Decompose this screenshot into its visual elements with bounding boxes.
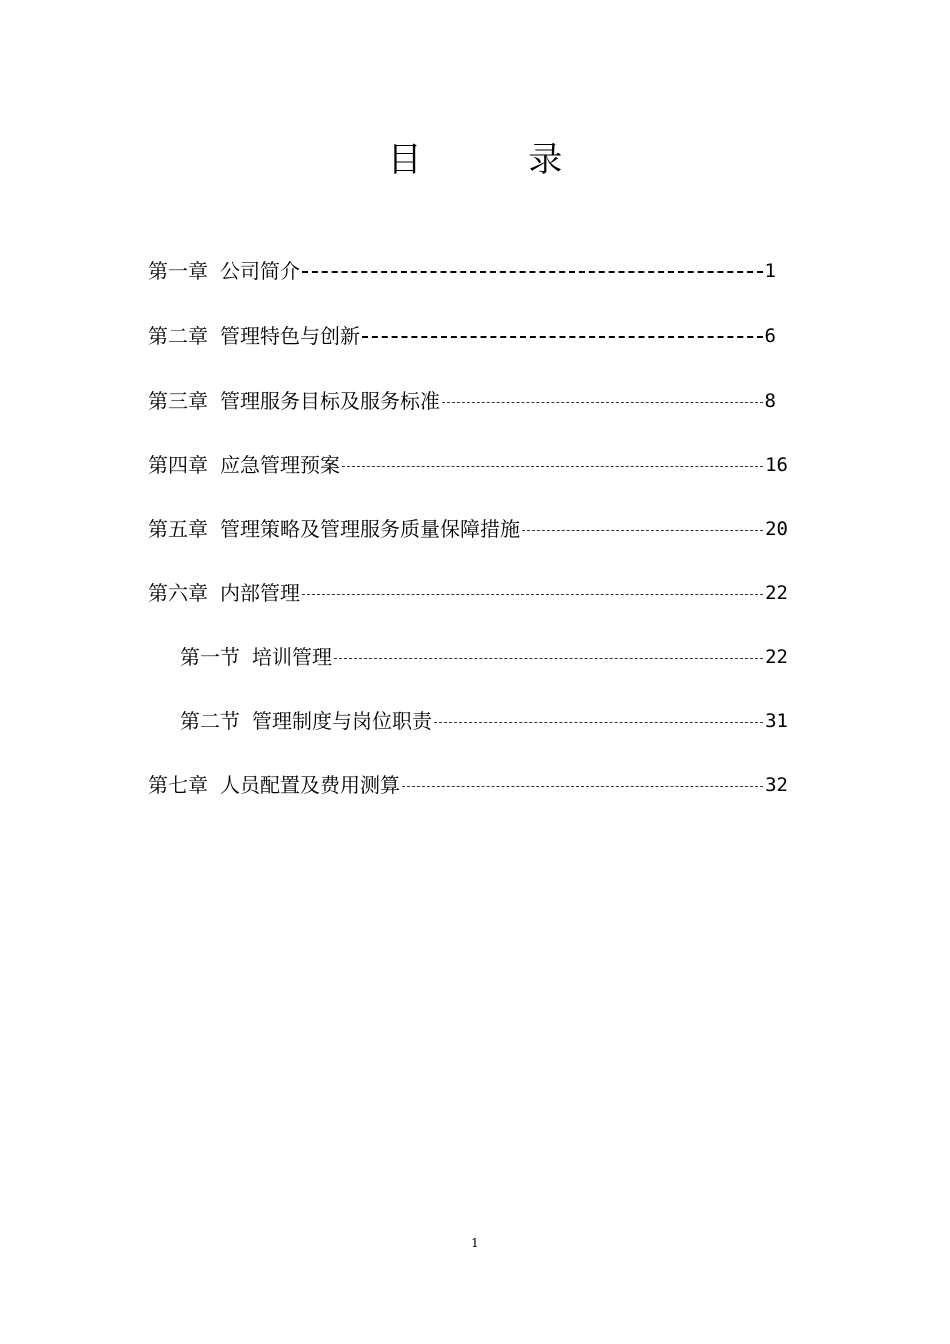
toc-entry-number: 第一节 <box>180 645 240 669</box>
toc-entry-title: 管理策略及管理服务质量保障措施 <box>220 517 520 541</box>
toc-entry-number: 第七章 <box>148 773 208 797</box>
toc-leader <box>302 594 763 595</box>
toc-leader <box>402 786 763 787</box>
toc-leader <box>302 271 763 273</box>
toc-entry-title: 应急管理预案 <box>220 453 340 477</box>
toc-entry-section-1[interactable] <box>180 642 788 672</box>
footer-page-number: 1 <box>471 1236 479 1250</box>
toc-entry-label <box>148 386 440 416</box>
toc-entry-number: 第五章 <box>148 517 208 541</box>
toc-entry-number: 第二章 <box>148 324 208 348</box>
toc-entry-label <box>180 642 332 672</box>
toc-entry-chapter-6[interactable] <box>148 578 788 608</box>
toc-entry-number: 第六章 <box>148 581 208 605</box>
toc-entry-label <box>148 321 360 351</box>
toc-entry-chapter-4[interactable] <box>148 450 788 480</box>
toc-entry-number: 第三章 <box>148 389 208 413</box>
toc-entry-page: 6 <box>764 325 776 347</box>
toc-entry-section-2[interactable] <box>180 706 788 736</box>
toc-entry-page: 32 <box>765 774 788 796</box>
toc-entry-chapter-7[interactable] <box>148 770 788 800</box>
toc-entry-page: 31 <box>765 710 788 732</box>
toc-entry-label <box>148 514 520 544</box>
toc-entry-chapter-2[interactable] <box>148 321 776 351</box>
toc-entry-title: 公司简介 <box>220 259 300 283</box>
toc-leader <box>342 466 763 467</box>
toc-entry-label <box>180 706 432 736</box>
toc-entry-title: 管理制度与岗位职责 <box>252 709 432 733</box>
toc-entry-page: 8 <box>764 390 776 412</box>
toc-entry-chapter-3[interactable] <box>148 386 776 416</box>
toc-entry-label <box>148 256 300 286</box>
toc-entry-label <box>148 770 400 800</box>
toc-entry-label <box>148 450 340 480</box>
toc-entry-page: 22 <box>765 646 788 668</box>
toc-entry-label <box>148 578 300 608</box>
toc-leader <box>362 336 763 338</box>
toc-entry-chapter-5[interactable] <box>148 514 788 544</box>
toc-entry-title: 管理服务目标及服务标准 <box>220 389 440 413</box>
toc-entry-page: 16 <box>765 454 788 476</box>
toc-entry-number: 第一章 <box>148 259 208 283</box>
toc-leader <box>334 658 763 659</box>
toc-entry-title: 人员配置及费用测算 <box>220 773 400 797</box>
toc-leader <box>434 722 763 723</box>
toc-entry-page: 1 <box>764 260 776 282</box>
toc-entry-title: 内部管理 <box>220 581 300 605</box>
toc-entry-page: 22 <box>765 582 788 604</box>
toc-entry-title: 管理特色与创新 <box>220 324 360 348</box>
toc-entry-title: 培训管理 <box>252 645 332 669</box>
toc-leader <box>522 530 763 531</box>
toc-entry-number: 第四章 <box>148 453 208 477</box>
toc-entry-chapter-1[interactable] <box>148 256 776 286</box>
page-title: 目 录 <box>387 140 611 180</box>
toc-entry-number: 第二节 <box>180 709 240 733</box>
toc-leader <box>442 402 763 403</box>
toc-entry-page: 20 <box>765 518 788 540</box>
